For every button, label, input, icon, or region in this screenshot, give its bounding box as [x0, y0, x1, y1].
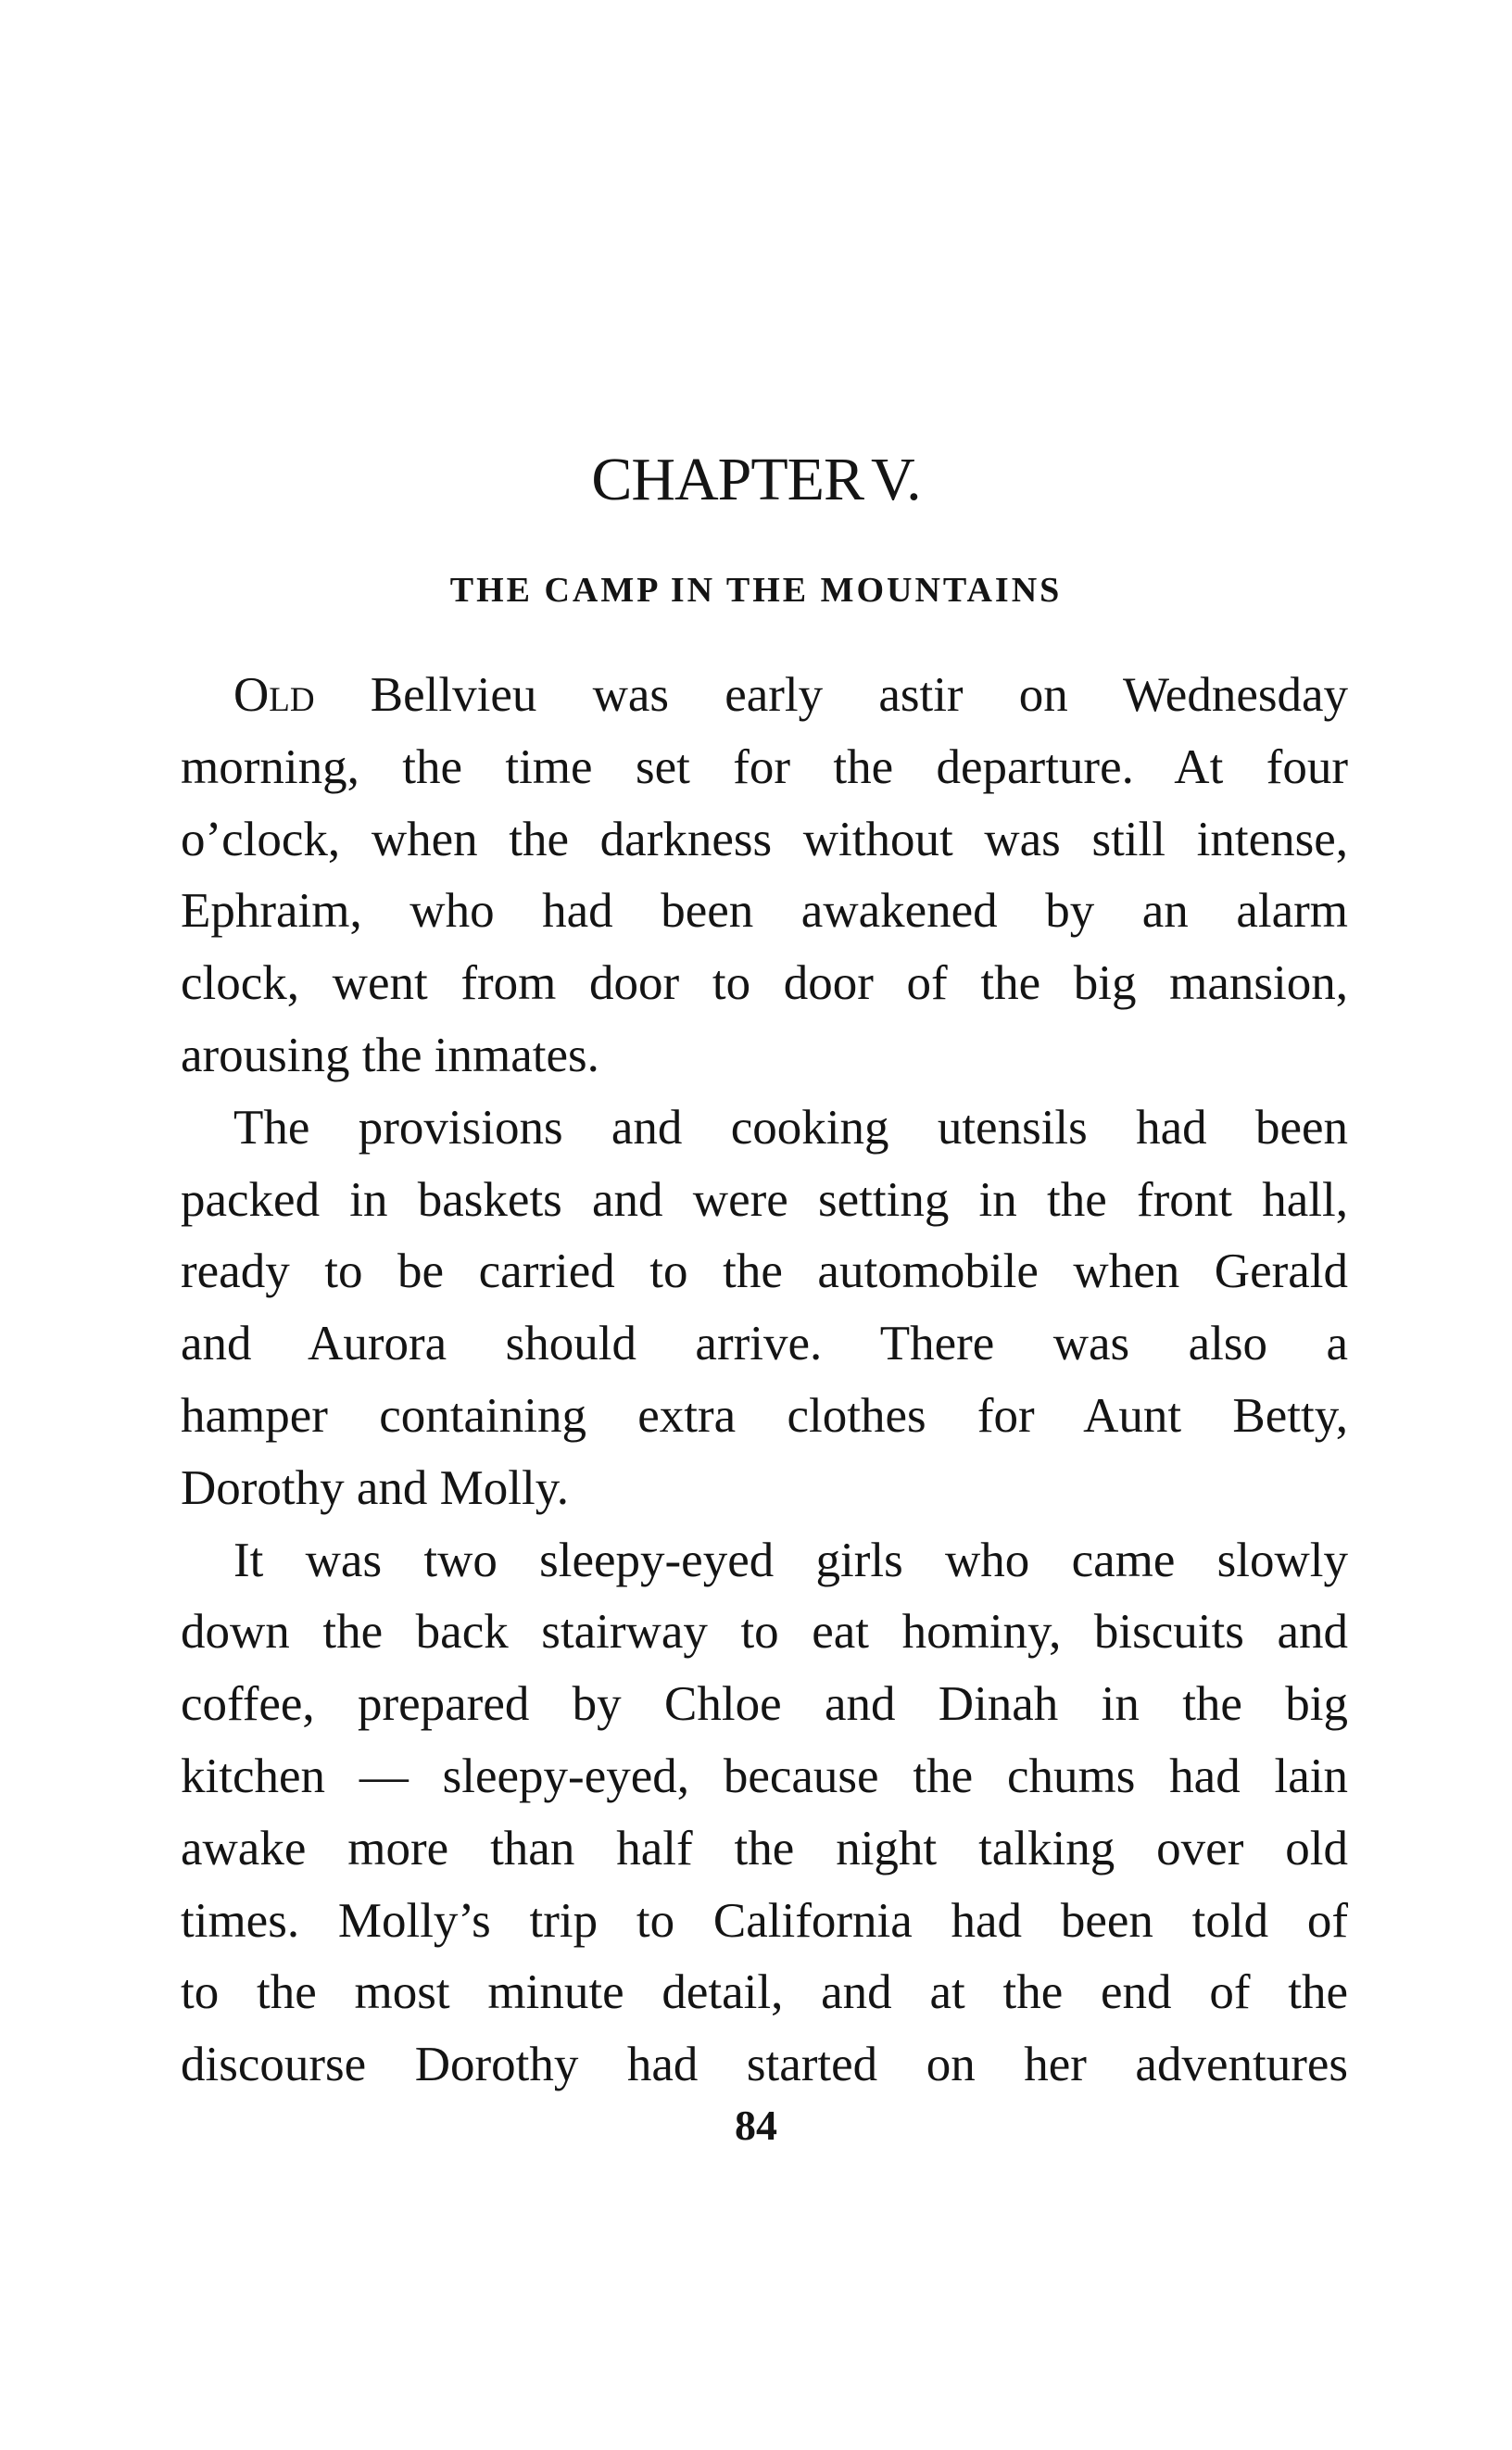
- text-line: morning, the time set for the departure. At four: [181, 739, 1348, 794]
- text-line: to the most minute detail, and at the end of the: [181, 1965, 1348, 2020]
- text-line: o’clock, when the darkness without was still intense,: [181, 812, 1348, 866]
- text-line: clock, went from door to door of the big mansion,: [181, 956, 1348, 1011]
- text-line: Old Bellvieu was early astir on Wednesday: [233, 668, 1348, 722]
- page-number: 84: [735, 2102, 777, 2149]
- text-line: kitchen — sleepy-eyed, because the chums had lain: [181, 1749, 1348, 1803]
- text-line: coffee, prepared by Chloe and Dinah in the big: [181, 1677, 1348, 1732]
- text-line: It was two sleepy-eyed girls who came slowly: [233, 1533, 1348, 1587]
- chapter-label: CHAPTER: [591, 446, 864, 513]
- text-line: hamper containing extra clothes for Aunt Betty,: [181, 1388, 1348, 1443]
- text-line: down the back stairway to eat hominy, biscuits and: [181, 1605, 1348, 1660]
- text-line: arousing the inmates.: [181, 1028, 599, 1082]
- text-line: Dorothy and Molly.: [181, 1460, 570, 1515]
- body-text: [181, 660, 1348, 2102]
- text-line: packed in baskets and were setting in the front hall,: [181, 1172, 1348, 1227]
- text-line: discourse Dorothy had started on her adventures: [181, 2038, 1348, 2092]
- text-line: and Aurora should arrive. There was also a: [181, 1317, 1348, 1371]
- chapter-numeral: V.: [871, 446, 921, 513]
- text-line: times. Molly’s trip to California had been told of: [181, 1893, 1348, 1948]
- chapter-heading: [0, 443, 1512, 517]
- text-line: Ephraim, who had been awakened by an alarm: [181, 884, 1348, 939]
- text-line: ready to be carried to the automobile when Gerald: [181, 1244, 1348, 1299]
- opening-word: Old: [233, 668, 315, 722]
- text-line: The provisions and cooking utensils had been: [233, 1100, 1348, 1155]
- chapter-subtitle: THE CAMP IN THE MOUNTAINS: [449, 571, 1063, 610]
- text-line: awake more than half the night talking over old: [181, 1821, 1348, 1875]
